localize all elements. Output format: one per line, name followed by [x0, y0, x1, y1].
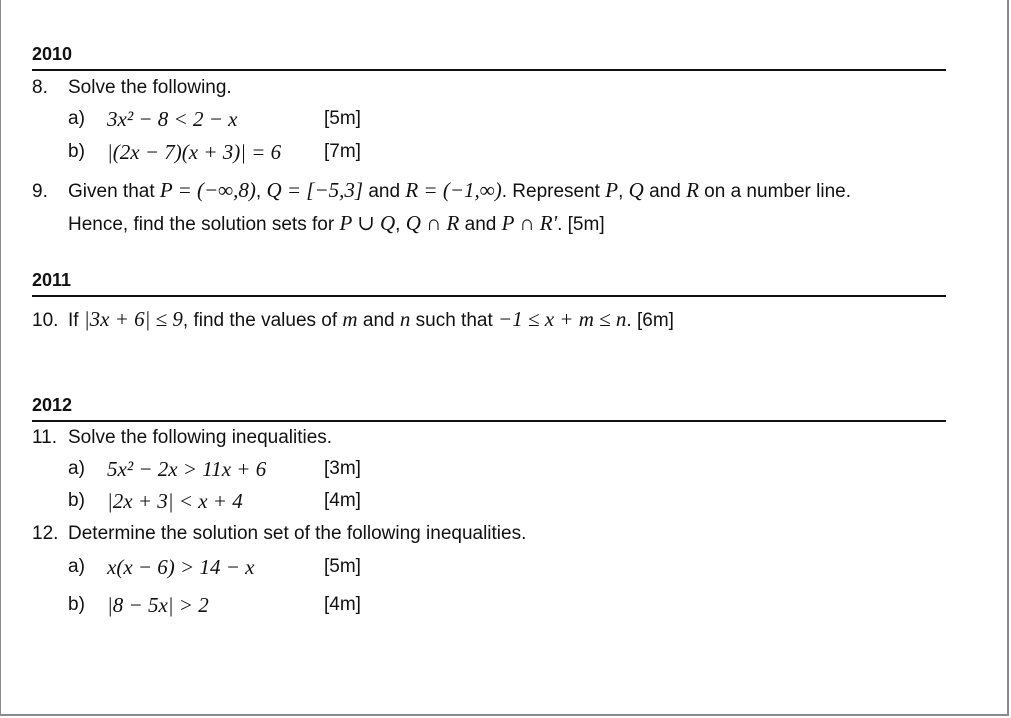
text: If	[68, 310, 79, 331]
question-number: 11.	[32, 427, 58, 448]
math-variable: P	[605, 178, 619, 202]
math-expression: x(x − 6) > 14 − x	[107, 555, 255, 579]
text: ,	[255, 181, 262, 202]
question-number: 10.	[32, 310, 59, 331]
year-heading-2010: 2010	[32, 44, 946, 71]
page-border-right	[1007, 0, 1008, 715]
question-12	[32, 521, 526, 547]
question-9-line-2	[68, 210, 605, 238]
question-text: Solve the following.	[68, 77, 232, 98]
math-expression: Q = [−5,3]	[266, 178, 364, 202]
math-expression: |3x + 6| ≤ 9	[83, 307, 183, 331]
year-heading-2012: 2012	[32, 395, 946, 422]
question-10	[32, 306, 674, 334]
math-variable: Q	[628, 178, 644, 202]
part-label: a)	[68, 108, 85, 129]
math-expression: 3x² − 8 < 2 − x	[107, 107, 238, 131]
text: such that	[415, 310, 493, 331]
math-variable: n	[399, 307, 411, 331]
math-expression: |(2x − 7)(x + 3)| = 6	[107, 140, 282, 164]
math-expression: P ∪ Q	[339, 211, 396, 235]
marks: [4m]	[324, 490, 361, 511]
text: and	[362, 310, 395, 331]
marks: [3m]	[324, 458, 361, 479]
text: ,	[395, 214, 401, 235]
question-text: Determine the solution set of the following inequalities.	[68, 523, 527, 544]
question-text: Solve the following inequalities.	[68, 427, 333, 448]
year-heading-2011: 2011	[32, 270, 946, 297]
question-8	[32, 75, 232, 101]
text: . [5m]	[557, 214, 605, 235]
math-variable: R	[686, 178, 699, 202]
math-expression: R = (−1,∞)	[405, 178, 502, 202]
text: on a number line.	[704, 181, 851, 202]
text: and	[649, 181, 681, 202]
question-number: 12.	[32, 523, 59, 544]
math-expression: |2x + 3| < x + 4	[107, 489, 243, 513]
question-number: 8.	[32, 77, 48, 98]
text: Hence, find the solution sets for	[68, 214, 335, 235]
part-label: b)	[68, 490, 85, 511]
math-expression: P ∩ R'	[501, 211, 558, 235]
text: ,	[618, 181, 624, 202]
text: . Represent	[501, 181, 600, 202]
math-expression: Q ∩ R	[405, 211, 460, 235]
text: . [6m]	[626, 310, 674, 331]
part-label: a)	[68, 556, 85, 577]
math-expression: |8 − 5x| > 2	[107, 593, 209, 617]
math-variable: m	[342, 307, 358, 331]
text: , find the values of	[182, 310, 338, 331]
marks: [5m]	[324, 108, 361, 129]
math-expression: 5x² − 2x > 11x + 6	[107, 457, 267, 481]
page-border-bottom	[1, 714, 1008, 715]
marks: [7m]	[324, 141, 361, 162]
question-number: 9.	[32, 181, 48, 202]
text: and	[464, 214, 497, 235]
part-label: a)	[68, 458, 85, 479]
text: and	[368, 181, 401, 202]
question-11	[32, 425, 332, 451]
marks: [4m]	[324, 594, 361, 615]
math-expression: P = (−∞,8)	[159, 178, 256, 202]
question-9-line-1	[32, 177, 851, 205]
part-label: b)	[68, 141, 85, 162]
part-label: b)	[68, 594, 85, 615]
math-expression: −1 ≤ x + m ≤ n	[498, 307, 627, 331]
marks: [5m]	[324, 556, 361, 577]
text: Given that	[68, 181, 155, 202]
